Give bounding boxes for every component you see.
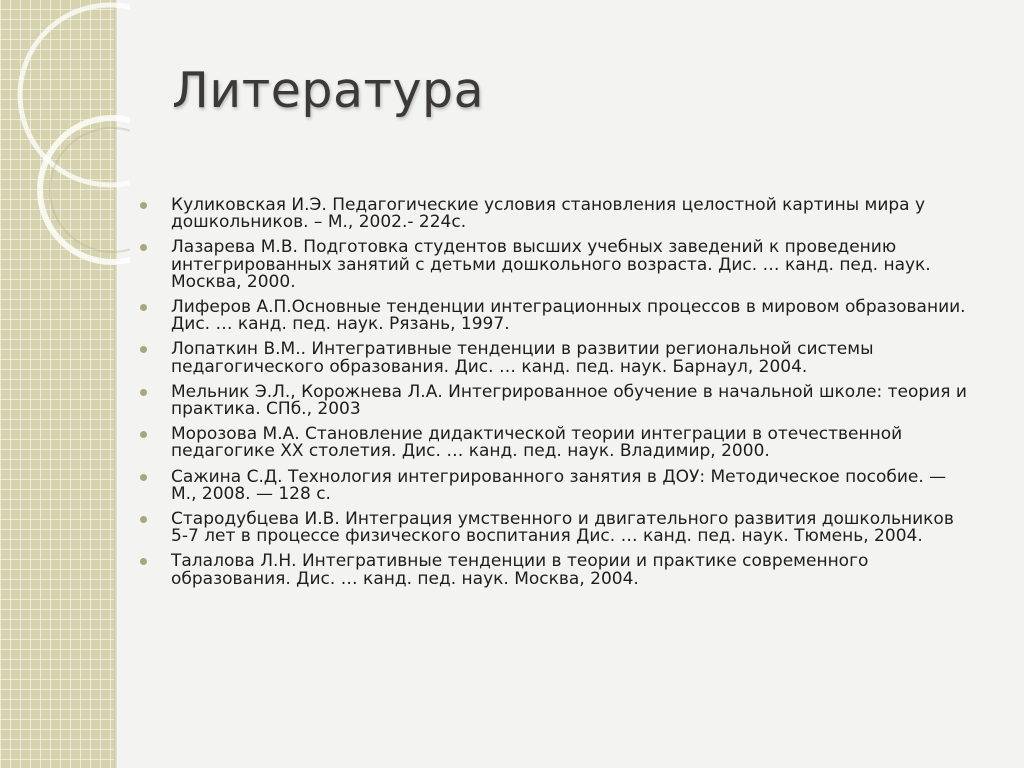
bullet-icon [140,474,147,481]
reference-text: Талалова Л.Н. Интегративные тенденции в теории и практике современного образования. Дис. … канд. пед. наук. Москва, 2004. [171,551,869,589]
bullet-icon [140,346,147,353]
reference-item [140,381,970,420]
reference-text: Куликовская И.Э. Педагогические условия становления целостной картины мира у дошкольников. – М., 2002.- 224с. [171,195,926,233]
bullet-icon [140,304,147,311]
bullet-icon [140,389,147,396]
side-panel-divider [114,0,117,768]
reference-list [140,197,970,596]
reference-item [140,426,970,460]
reference-text: Мельник Э.Л., Корожнева Л.А. Интегрированное обучение в начальной школе: теория и практика. СПб., 2003 [171,381,967,420]
reference-item [140,466,970,504]
bullet-icon [140,202,147,209]
reference-item [140,341,970,375]
reference-item [140,511,970,545]
reference-item [140,553,970,587]
reference-text: Морозова М.А. Становление дидактической теории интеграции в отечественной педагогике XX столетия. Дис. … канд. пед. наук. Владимир, 2000. [171,424,903,462]
reference-text: Сажина С.Д. Технология интегрированного занятия в ДОУ: Методическое пособие. — М., 2008. — 128 с. [171,466,947,504]
bullet-icon [140,244,147,251]
reference-text: Лопаткин В.М.. Интегративные тенденции в развитии региональной системы педагогического образования. Дис. … канд. пед. наук. Барнаул, 2004. [171,339,874,377]
bullet-icon [140,558,147,565]
reference-item [140,239,970,291]
reference-text: Стародубцева И.В. Интеграция умственного и двигательного развития дошкольников 5-7 лет в процессе физического воспитания Дис. … канд. пед. наук. Тюмень, 2004. [171,509,954,547]
side-pattern-panel [0,0,114,768]
reference-text: Лиферов А.П.Основные тенденции интеграционных процессов в мировом образовании. Дис. … канд. пед. наук. Рязань, 1997. [171,297,966,335]
reference-item [140,197,970,231]
bullet-icon [140,431,147,438]
bullet-icon [140,516,147,523]
reference-text: Лазарева М.В. Подготовка студентов высших учебных заведений к проведению интегрированных занятий с детьми дошкольного возраста. Дис. … канд. пед. наук. Москва, 2000. [171,237,931,292]
slide-title: Литература [172,62,485,119]
reference-item [140,299,970,333]
